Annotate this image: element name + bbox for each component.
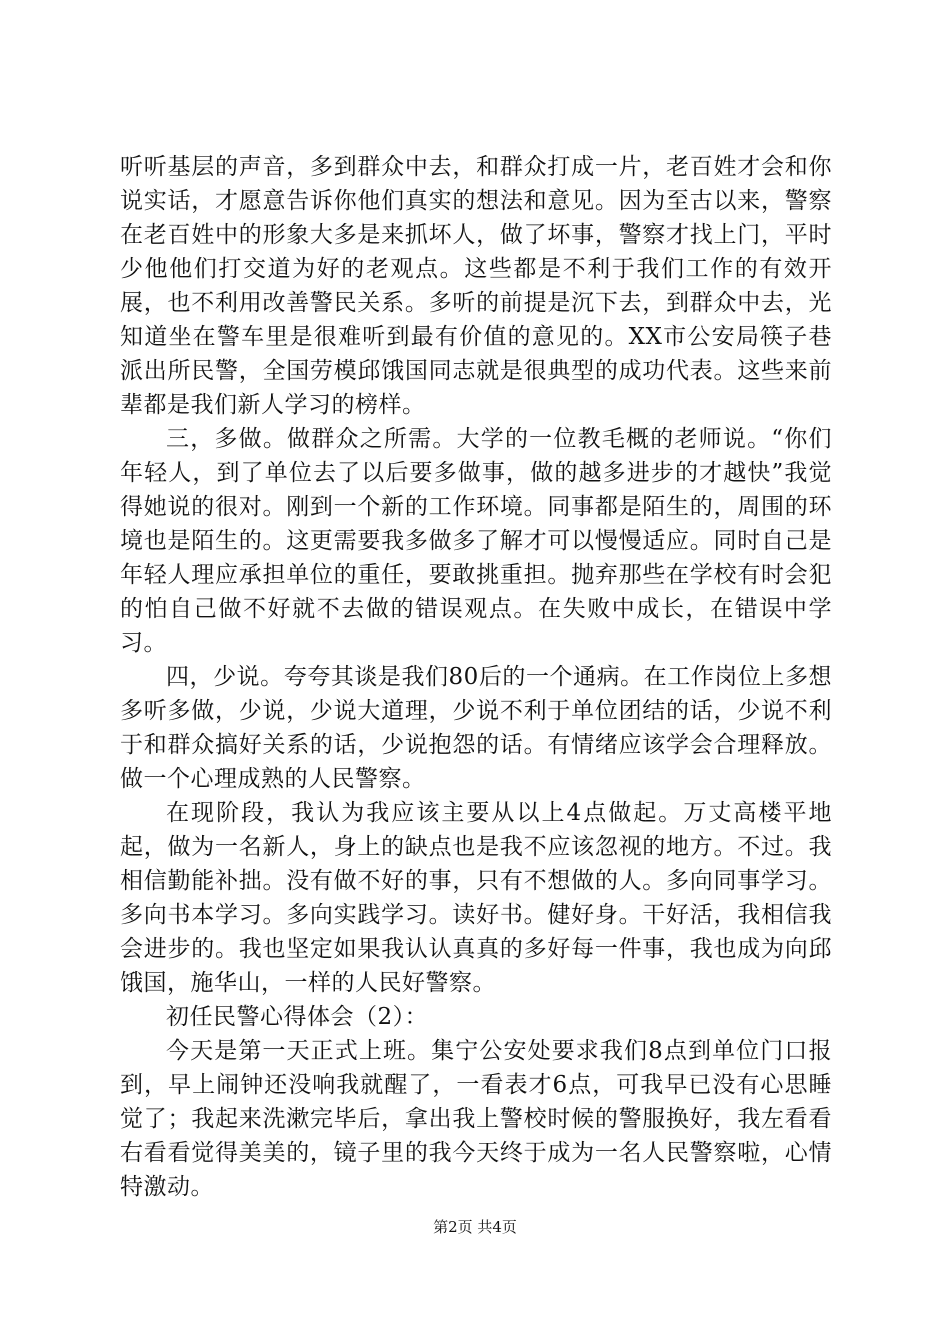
- document-body: [120, 150, 832, 1204]
- paragraph-speak-less: 四，少说。夸夸其谈是我们80后的一个通病。在工作岗位上多想多听多做，少说，少说大道理，少说不利于单位团结的话，少说不利于和群众搞好关系的话，少说抱怨的话。有情绪应该学会合理释放。做一个心理成熟的人民警察。: [120, 664, 832, 792]
- page-number: 第2页 共4页: [433, 1218, 517, 1236]
- paragraph-do-more: 三，多做。做群众之所需。大学的一位教毛概的老师说。“你们年轻人，到了单位去了以后要多做事，做的越多进步的才越快”我觉得她说的很对。刚到一个新的工作环境。同事都是陌生的，周围的环境也是陌生的。这更需要我多做多了解才可以慢慢适应。同时自己是年轻人理应承担单位的重任，要敢挑重担。抛弃那些在学校有时会犯的怕自己做不好就不去做的错误观点。在失败中成长，在错误中学习。: [120, 426, 832, 656]
- paragraph-listening-continued: 听听基层的声音，多到群众中去，和群众打成一片，老百姓才会和你说实话，才愿意告诉你他们真实的想法和意见。因为至古以来，警察在老百姓中的形象大多是来抓坏人，做了坏事，警察才找上门，平时少他他们打交道为好的老观点。这些都是不利于我们工作的有效开展，也不利用改善警民关系。多听的前提是沉下去，到群众中去，光知道坐在警车里是很难听到最有价值的意见的。XX市公安局筷子巷派出所民警，全国劳模邱饿国同志就是很典型的成功代表。这些来前辈都是我们新人学习的榜样。: [120, 154, 832, 418]
- section-heading: 初任民警心得体会（2）：: [166, 1004, 429, 1030]
- paragraph-first-day: 今天是第一天正式上班。集宁公安处要求我们8点到单位门口报到，早上闹钟还没响我就醒了，一看表才6点，可我早已没有心思睡觉了；我起来洗漱完毕后，拿出我上警校时候的警服换好，我左看看右看看觉得美美的，镜子里的我今天终于成为一名人民警察啦，心情特激动。: [120, 1038, 832, 1200]
- paragraph-current-stage: 在现阶段，我认为我应该主要从以上4点做起。万丈高楼平地起，做为一名新人，身上的缺点也是我不应该忽视的地方。不过。我相信勤能补拙。没有做不好的事，只有不想做的人。多向同事学习。多向书本学习。多向实践学习。读好书。健好身。干好活，我相信我会进步的。我也坚定如果我认认真真的多好每一件事，我也成为向邱饿国，施华山，一样的人民好警察。: [120, 800, 832, 996]
